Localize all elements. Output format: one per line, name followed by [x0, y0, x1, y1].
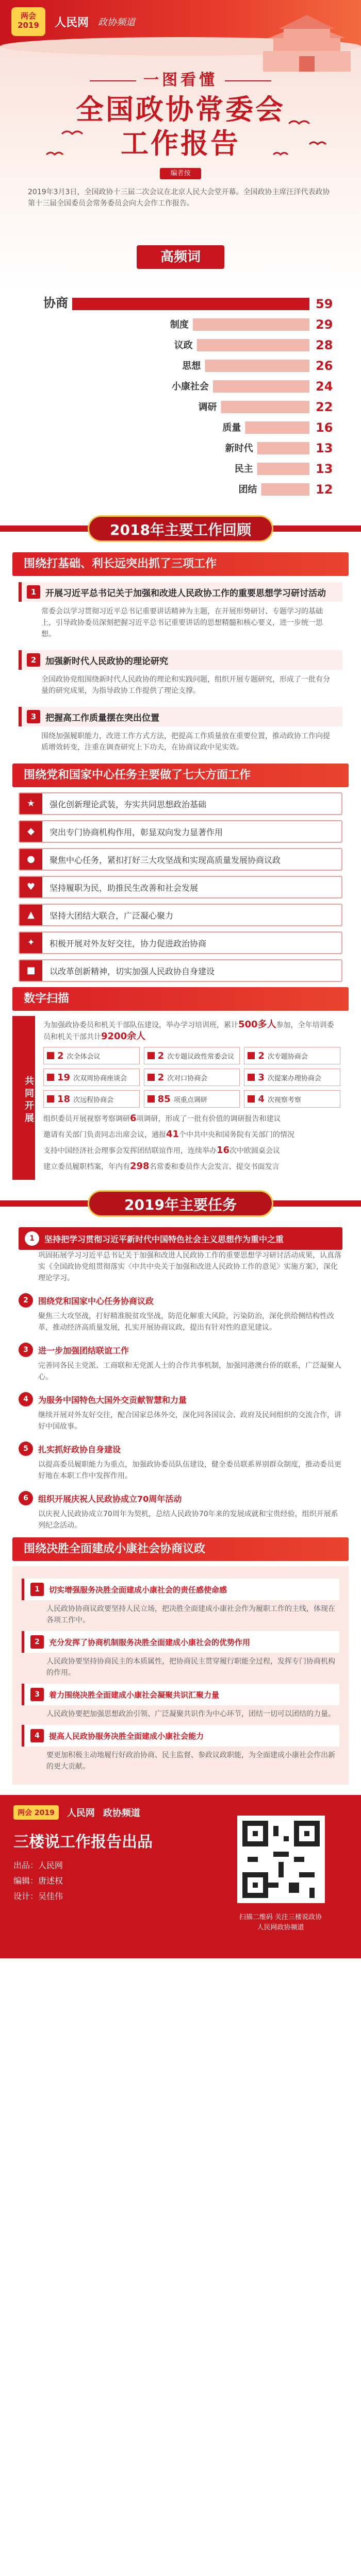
task-label: 聚焦中心任务，紧扣打好三大攻坚战和实现高质量发展协商议政	[50, 855, 281, 865]
keyword-count: 26	[316, 359, 333, 373]
qr-code-icon	[242, 1821, 320, 1898]
tasks2019-section-header	[0, 1187, 361, 1220]
task2019-body: 以提高委员履职能力为重点，加强政协委员队伍建设，健全委员联系界别群众制度，推动委员更好地在本职工作中发挥作用。	[38, 1461, 341, 1480]
focus-item-head	[22, 1631, 339, 1653]
footer	[0, 1795, 361, 1958]
review-item-title: 把握高工作质量摆在突出位置	[45, 713, 159, 723]
keyword-label: 协商	[43, 296, 68, 310]
task2019-title: 坚持把学习贯彻习近平新时代中国特色社会主义思想作为重中之重	[44, 1234, 284, 1244]
task2019-number: 1	[25, 1231, 39, 1246]
stat-grid	[43, 1047, 340, 1108]
numbers-paragraph-5	[43, 1161, 340, 1173]
p4-pre: 支持中国经济社会理事会发挥团结联谊作用，连续举办	[43, 1147, 217, 1155]
stat-value: 2	[258, 1050, 265, 1061]
review-item-number: 3	[27, 710, 40, 723]
focus-item-head	[22, 1579, 339, 1600]
keyword-bar	[197, 339, 309, 351]
stat-cell	[244, 1090, 340, 1108]
task2019-item	[19, 1290, 342, 1333]
focus-item	[22, 1684, 339, 1720]
stat-bullet-icon	[248, 1074, 255, 1081]
task-icon: ●	[20, 849, 42, 870]
keyword-count: 13	[316, 462, 333, 476]
task2019-item	[19, 1389, 342, 1432]
review-item-body: 全国政协党组围绕新时代人民政协的理论和实践问题，组织开展专题研究，形成了一批有分量的研究成果，为指导政协工作提供了理论支撑。	[41, 675, 330, 695]
task-row	[19, 792, 342, 815]
keyword-count: 13	[316, 441, 333, 455]
credit-producer: 出品：人民网	[13, 1860, 63, 1870]
task2019-title: 为服务中国特色大国外交贡献智慧和力量	[38, 1395, 187, 1405]
task-icon: ■	[20, 960, 42, 981]
stat-label: 次提案办理协商会	[267, 1074, 321, 1082]
task2019-head	[19, 1290, 342, 1311]
qr-caption-line-1: 扫描二维码 关注三楼说政协	[239, 1913, 322, 1921]
task-icon: ▲	[20, 905, 42, 925]
footer-title: 三楼说工作报告出品	[13, 1833, 153, 1851]
task-icon: ◆	[20, 821, 42, 842]
numbers-paragraph-2	[43, 1113, 340, 1125]
keyword-bar	[213, 380, 309, 393]
review-item-head	[19, 650, 342, 670]
task2019-head	[19, 1227, 342, 1250]
task2019-title: 进一步加强团结联谊工作	[38, 1345, 129, 1355]
focus-item-title: 提高人民政协服务决胜全面建成小康社会能力	[49, 1731, 204, 1741]
stat-label: 次视察考察	[267, 1096, 301, 1104]
keyword-label: 制度	[170, 319, 189, 330]
p3-pre: 邀请有关部门负责同志出席会议，通报	[43, 1131, 166, 1139]
review-part2-title: 围绕党和国家中心任务主要做了七大方面工作	[12, 764, 349, 787]
p3-post: 个中共中央和国务院有关部门的情况	[179, 1131, 295, 1139]
footer-brand-2: 政协频道	[103, 1808, 140, 1819]
keyword-bar	[193, 318, 309, 331]
task-label: 突出专门协商机构作用，彰显双向发力显著作用	[50, 827, 223, 837]
keywords-title: 高频词	[137, 245, 224, 269]
task-row	[19, 820, 342, 843]
keyword-label: 思想	[182, 361, 201, 371]
task-label: 以改革创新精神，切实加强人民政协自身建设	[50, 966, 215, 976]
task2019-item	[19, 1438, 342, 1482]
focus-item-body: 要更加积极主动地履行好政治协商、民主监督、参政议政职能，为全面建成小康社会作出新的更大贡献。	[46, 1751, 335, 1771]
stat-bullet-icon	[47, 1074, 54, 1081]
focus-item-body: 人民政协要把加强思想政治引领、广泛凝聚共识作为中心环节，团结一切可以团结的力量。	[46, 1710, 335, 1718]
keyword-count: 28	[316, 338, 333, 352]
title-line-2: 工作报告	[121, 127, 240, 160]
qr-caption-line-2: 人民网政协频道	[257, 1924, 304, 1931]
focus-item-title: 切实增强服务决胜全面建成小康社会的责任感使命感	[49, 1585, 227, 1595]
task-icon: ♥	[20, 877, 42, 897]
stat-bullet-icon	[47, 1095, 54, 1103]
stat-value: 2	[157, 1050, 165, 1061]
stat-cell	[144, 1090, 240, 1108]
keyword-bar	[257, 442, 309, 454]
keyword-count: 24	[316, 379, 333, 394]
focus-item-number: 3	[30, 1688, 44, 1701]
task-label: 坚持履职为民，助推民生改善和社会发展	[50, 883, 199, 893]
review-item	[19, 582, 342, 644]
task2019-title: 围绕党和国家中心任务协商议政	[38, 1296, 154, 1306]
keyword-bar	[257, 463, 309, 475]
keyword-bar	[261, 483, 309, 496]
editor-note-text: 2019年3月3日，全国政协十三届二次会议在北京人民大会堂开幕。全国政协主席汪洋代表政协第十三届全国委员会常务委员会向大会作工作报告。	[28, 188, 330, 208]
p1-highlight-2: 9200余人	[101, 1031, 146, 1042]
p4-post: 次中欧圆桌会议	[229, 1147, 281, 1155]
keyword-count: 12	[316, 482, 333, 497]
task2019-body: 以庆祝人民政协成立70周年为契机，总结人民政协70年来的发展成就和宝贵经验，组织开展系列纪念活动。	[38, 1510, 338, 1530]
task-icon: ✦	[20, 933, 42, 953]
numbers-paragraph-1	[43, 1019, 340, 1043]
footer-brand-1: 人民网	[67, 1808, 95, 1819]
numbers-body	[35, 1016, 349, 1180]
focus-item-title: 着力围绕决胜全面建成小康社会凝聚共识汇聚力量	[49, 1690, 220, 1700]
task-label: 强化创新理论武装，夯实共同思想政治基础	[50, 799, 207, 809]
p5-highlight: 298	[130, 1161, 150, 1172]
stat-label: 次专题议政性常委会议	[167, 1053, 235, 1061]
focus-items	[12, 1566, 349, 1785]
task-row	[19, 904, 342, 926]
task-row	[19, 848, 342, 871]
task2019-head	[19, 1438, 342, 1459]
tasks2019-section-title: 2019年主要任务	[88, 1190, 273, 1217]
editor-note-tag: 编者按	[160, 168, 201, 179]
keyword-label: 民主	[234, 464, 253, 474]
stat-cell	[244, 1069, 340, 1086]
focus-item-title: 充分发挥了协商机制服务决胜全面建成小康社会的优势作用	[49, 1637, 251, 1647]
stat-bullet-icon	[147, 1074, 155, 1081]
p4-highlight: 16	[217, 1145, 230, 1156]
task2019-body: 继续开展对外友好交往，配合国家总体外交，深化同各国议会、政府及民间组织的交流合作，讲好中国故事。	[38, 1411, 341, 1431]
p2-post: 项调研，形成了一批有价值的调研报告和建议	[136, 1115, 281, 1123]
tasks2019-items	[0, 1227, 361, 1531]
task2019-number: 3	[19, 1343, 33, 1357]
task2019-head	[19, 1488, 342, 1509]
focus-item-body: 人民政协协商议政要坚持人民立场，把决胜全面建成小康社会作为履职工作的主线，体现在各项工作中。	[46, 1605, 335, 1624]
review-item	[19, 650, 342, 701]
numbers-paragraph-4	[43, 1145, 340, 1157]
yitu-subtitle: 一图看懂	[0, 67, 361, 90]
focus-item-head	[22, 1725, 339, 1747]
stat-value: 2	[157, 1072, 165, 1083]
task-icon: ★	[20, 793, 42, 814]
focus-item	[22, 1725, 339, 1772]
banner	[0, 0, 361, 289]
p1-pre: 为加强政协委员和机关干部队伍建设，举办学习培训班，累计	[43, 1021, 238, 1029]
keyword-bar	[72, 298, 309, 310]
keyword-label: 调研	[198, 402, 217, 413]
task2019-head	[19, 1340, 342, 1360]
focus-item	[22, 1631, 339, 1679]
stat-cell	[43, 1069, 140, 1086]
keyword-count: 16	[316, 420, 333, 435]
review-item-title: 开展习近平总书记关于加强和改进人民政协工作的重要思想学习研讨活动	[45, 588, 326, 599]
numbers-section-title: 数字扫描	[12, 987, 349, 1011]
page-title	[0, 93, 361, 161]
p2-pre: 组织委员开展视察考察调研	[43, 1115, 130, 1123]
stat-bullet-icon	[248, 1095, 255, 1103]
p3-highlight: 41	[166, 1129, 179, 1140]
task2019-item	[19, 1340, 342, 1383]
focus-item-number: 2	[30, 1635, 44, 1649]
two-sessions-badge: 两会 2019	[11, 7, 45, 36]
stat-value: 3	[258, 1072, 265, 1083]
task2019-title: 扎实抓好政协自身建设	[38, 1444, 121, 1454]
focus-item	[22, 1579, 339, 1626]
task2019-head	[19, 1389, 342, 1410]
stat-bullet-icon	[47, 1052, 54, 1059]
task2019-item	[19, 1227, 342, 1284]
keyword-label: 小康社会	[171, 381, 209, 392]
keyword-count: 59	[316, 297, 333, 311]
stat-bullet-icon	[147, 1095, 155, 1103]
keyword-bar	[205, 360, 309, 372]
stat-label: 项重点调研	[173, 1096, 207, 1104]
stat-bullet-icon	[248, 1052, 255, 1059]
credit-designer: 设计：吴佳伟	[13, 1891, 63, 1901]
numbers-paragraph-3	[43, 1129, 340, 1141]
task-row	[19, 959, 342, 982]
stat-cell	[144, 1047, 240, 1064]
review-item-title: 加强新时代人民政协的理论研究	[45, 656, 168, 667]
task-row	[19, 876, 342, 899]
focus-item-head	[22, 1684, 339, 1705]
stat-value: 2	[57, 1050, 64, 1061]
brand-logo: 人民网	[55, 16, 89, 29]
stat-label: 次对口协商会	[167, 1074, 208, 1082]
task2019-number: 4	[19, 1392, 33, 1406]
stat-bullet-icon	[147, 1052, 155, 1059]
stat-label: 次全体会议	[67, 1053, 101, 1061]
task2019-item	[19, 1488, 342, 1531]
keyword-label: 议政	[174, 340, 193, 351]
stat-cell	[43, 1090, 140, 1108]
keyword-count: 22	[316, 400, 333, 414]
keyword-chart-svg	[0, 289, 361, 505]
review-section-title: 2018年主要工作回顾	[88, 515, 273, 542]
review-item-body: 常委会以学习贯彻习近平总书记重要讲话精神为主题，在开展形势研讨、专题学习的基础上，引导政协委员深刻把握习近平总书记重要讲话的思想精髓和核心要义，进一步统一思想。	[41, 607, 323, 638]
tiananmen-illustration	[258, 2, 356, 79]
stat-cell	[43, 1047, 140, 1064]
title-line-1: 全国政协常委会	[76, 93, 285, 126]
stat-label: 次双周协商座谈会	[73, 1074, 127, 1082]
task-label: 坚持大团结大联合，广泛凝心聚力	[50, 910, 174, 921]
review-item-number: 1	[27, 585, 40, 599]
focus-section-title: 围绕决胜全面建成小康社会协商议政	[12, 1537, 349, 1561]
focus-item-number: 4	[30, 1729, 44, 1742]
keyword-bar	[221, 401, 309, 413]
review-item	[19, 707, 342, 757]
task2019-body: 巩固拓展学习习近平总书记关于加强和改进人民政协工作的重要思想学习研讨活动成果，认真落实《全国政协党组贯彻落实〈中共中央关于加强和改进人民政协工作的意见〉实施方案》，深化理论学习。	[38, 1251, 341, 1282]
task2019-number: 2	[19, 1293, 33, 1308]
focus-item-body: 人民政协要坚持协商民主的本质属性，把协商民主贯穿履行职能全过程，发挥专门协商机构的作用。	[46, 1657, 335, 1677]
stat-label: 次专题协商会	[267, 1053, 308, 1061]
footer-badge: 两会 2019	[13, 1805, 59, 1820]
review-part1-title: 围绕打基础、利长远突出抓了三项工作	[12, 552, 349, 576]
stat-cell	[244, 1047, 340, 1064]
task2019-number: 5	[19, 1442, 33, 1456]
stat-value: 18	[57, 1093, 71, 1105]
qr-code[interactable]	[237, 1816, 325, 1903]
stat-value: 4	[258, 1093, 265, 1105]
task2019-body: 完善同各民主党派、工商联和无党派人士的合作共事机制，加强同港澳台侨的联系，广泛凝聚人心。	[38, 1362, 341, 1381]
keyword-label: 新时代	[225, 443, 253, 454]
review-items	[0, 582, 361, 757]
keyword-bar	[245, 421, 309, 434]
review-item-body: 围绕加强履职能力，改进工作方式方法，把提高工作质量放在重要位置，推动政协工作向提质增效转变，注重在调查研究上下功夫，在协商议政中见实效。	[41, 732, 330, 752]
channel-logo: 政协频道	[98, 17, 136, 28]
stat-value: 85	[157, 1093, 171, 1105]
numbers-side-label: 共同开展	[12, 1016, 35, 1180]
seven-tasks-list	[0, 792, 361, 982]
keyword-frequency-chart	[0, 289, 361, 505]
keyword-label: 团结	[238, 484, 257, 495]
p1-mid: 参加，全年培训委员和机关干部共计	[43, 1021, 334, 1041]
stat-value: 19	[57, 1072, 71, 1083]
keyword-count: 29	[316, 317, 333, 332]
numbers-panel	[12, 1016, 349, 1180]
keyword-label: 质量	[222, 422, 241, 433]
p5-pre: 建立委员履职档案，年内有	[43, 1163, 130, 1171]
p5-post: 名常委和委员作大会发言、提交书面发言	[149, 1163, 280, 1171]
p2-highlight: 6	[130, 1113, 137, 1124]
review-item-head	[19, 707, 342, 726]
p1-highlight-1: 500多人	[238, 1019, 276, 1030]
focus-item-number: 1	[30, 1583, 44, 1596]
logo-row	[11, 7, 135, 36]
stat-cell	[144, 1069, 240, 1086]
task2019-title: 组织开展庆祝人民政协成立70周年活动	[38, 1494, 182, 1504]
review-item-number: 2	[27, 653, 40, 667]
task-row	[19, 931, 342, 954]
task2019-number: 6	[19, 1491, 33, 1505]
review-item-head	[19, 582, 342, 602]
task-label: 积极开展对外友好交往，协力促进政治协商	[50, 938, 207, 948]
credit-editor: 编辑：唐述权	[13, 1876, 63, 1886]
task2019-body: 聚焦三大攻坚战，打好精准脱贫攻坚战，防范化解重大风险，污染防治，深化供给侧结构性改革，推动经济高质量发展，扎实开展协商议政，提出有针对性的意见建议。	[38, 1312, 334, 1332]
stat-label: 次远程协商会	[73, 1096, 114, 1104]
qr-caption	[214, 1912, 348, 1933]
review-section-header	[0, 512, 361, 545]
